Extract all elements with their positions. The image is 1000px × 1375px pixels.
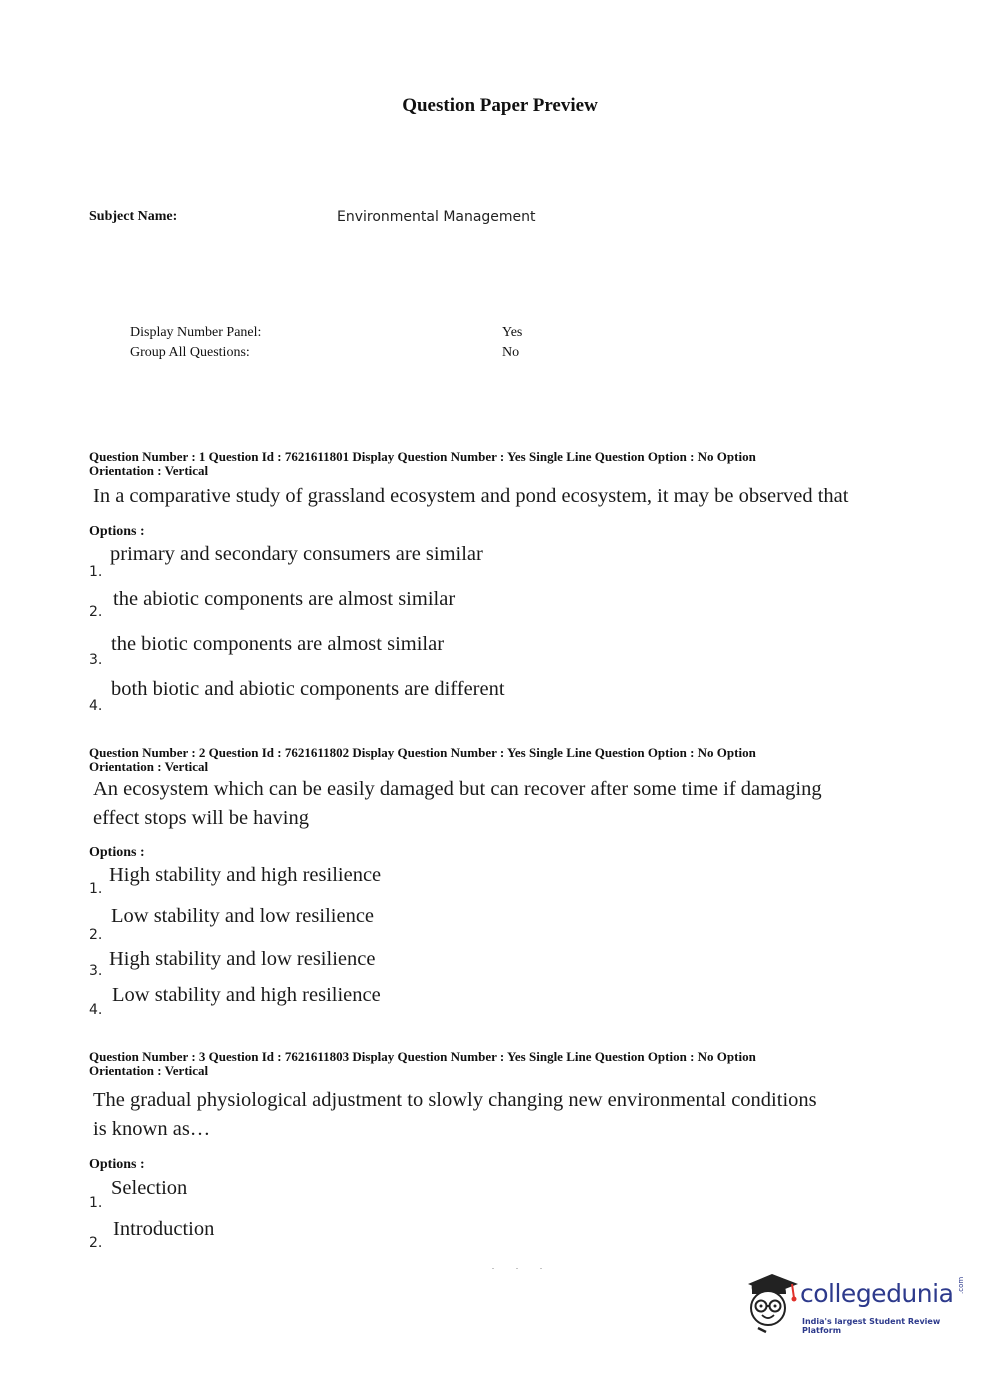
option-number: 3. <box>89 652 103 668</box>
question-text <box>93 775 913 833</box>
options-label: Options : <box>89 1157 145 1172</box>
logo-wordmark: collegedunia <box>800 1279 954 1308</box>
question-meta <box>89 1050 889 1078</box>
question-meta-line2: Orientation : Vertical <box>89 463 209 478</box>
options-label: Options : <box>89 845 145 860</box>
mascot-icon <box>742 1270 802 1340</box>
option-number: 1. <box>89 564 103 580</box>
question-text-line2: effect stops will be having <box>93 807 309 829</box>
question-meta <box>89 746 889 774</box>
scan-artifact-dots: . . . <box>492 1262 552 1271</box>
setting-label-display-panel: Display Number Panel: <box>130 325 262 340</box>
option-number: 2. <box>89 1235 103 1251</box>
option-text: Low stability and low resilience <box>111 905 375 927</box>
option-text: Selection <box>111 1177 188 1199</box>
subject-value: Environmental Management <box>337 209 536 225</box>
option-number: 1. <box>89 881 103 897</box>
question-text-line1: An ecosystem which can be easily damaged but can recover after some time if damaging <box>93 778 822 800</box>
option-text: the biotic components are almost similar <box>111 633 445 655</box>
option-text: the abiotic components are almost similar <box>113 588 456 610</box>
logo-suffix: .com <box>957 1276 965 1294</box>
options-label: Options : <box>89 524 145 539</box>
option-number: 1. <box>89 1195 103 1211</box>
option-text: High stability and high resilience <box>109 864 382 886</box>
option-number: 4. <box>89 1002 103 1018</box>
option-text: High stability and low resilience <box>109 948 376 970</box>
question-meta-line2: Orientation : Vertical <box>89 1063 209 1078</box>
option-number: 3. <box>89 963 103 979</box>
collegedunia-logo[interactable] <box>742 1270 972 1340</box>
question-text: In a comparative study of grassland ecosystem and pond ecosystem, it may be observed that <box>93 485 849 507</box>
question-meta-line1: Question Number : 1 Question Id : 7621611801 Display Question Number : Yes Single Line Question Option : No Option <box>89 449 756 464</box>
option-text: primary and secondary consumers are similar <box>110 543 483 565</box>
setting-value-display-panel: Yes <box>502 325 523 340</box>
question-meta-line1: Question Number : 2 Question Id : 7621611802 Display Question Number : Yes Single Line Question Option : No Option <box>89 745 756 760</box>
option-number: 2. <box>89 604 103 620</box>
option-number: 4. <box>89 698 103 714</box>
option-text: Low stability and high resilience <box>112 984 381 1006</box>
page-title: Question Paper Preview <box>402 95 598 116</box>
logo-tagline: India's largest Student Review Platform <box>802 1317 941 1335</box>
question-meta-line2: Orientation : Vertical <box>89 759 209 774</box>
question-text-line2: is known as… <box>93 1118 211 1140</box>
setting-value-group-questions: No <box>502 345 520 360</box>
option-number: 2. <box>89 927 103 943</box>
question-text <box>93 1086 913 1144</box>
setting-label-group-questions: Group All Questions: <box>130 345 250 360</box>
option-text: Introduction <box>113 1218 215 1240</box>
option-text: both biotic and abiotic components are different <box>111 678 505 700</box>
question-meta-line1: Question Number : 3 Question Id : 7621611803 Display Question Number : Yes Single Line Question Option : No Option <box>89 1049 756 1064</box>
question-text-line1: The gradual physiological adjustment to slowly changing new environmental conditions <box>93 1089 817 1111</box>
subject-label: Subject Name: <box>89 209 178 224</box>
question-meta <box>89 450 889 478</box>
